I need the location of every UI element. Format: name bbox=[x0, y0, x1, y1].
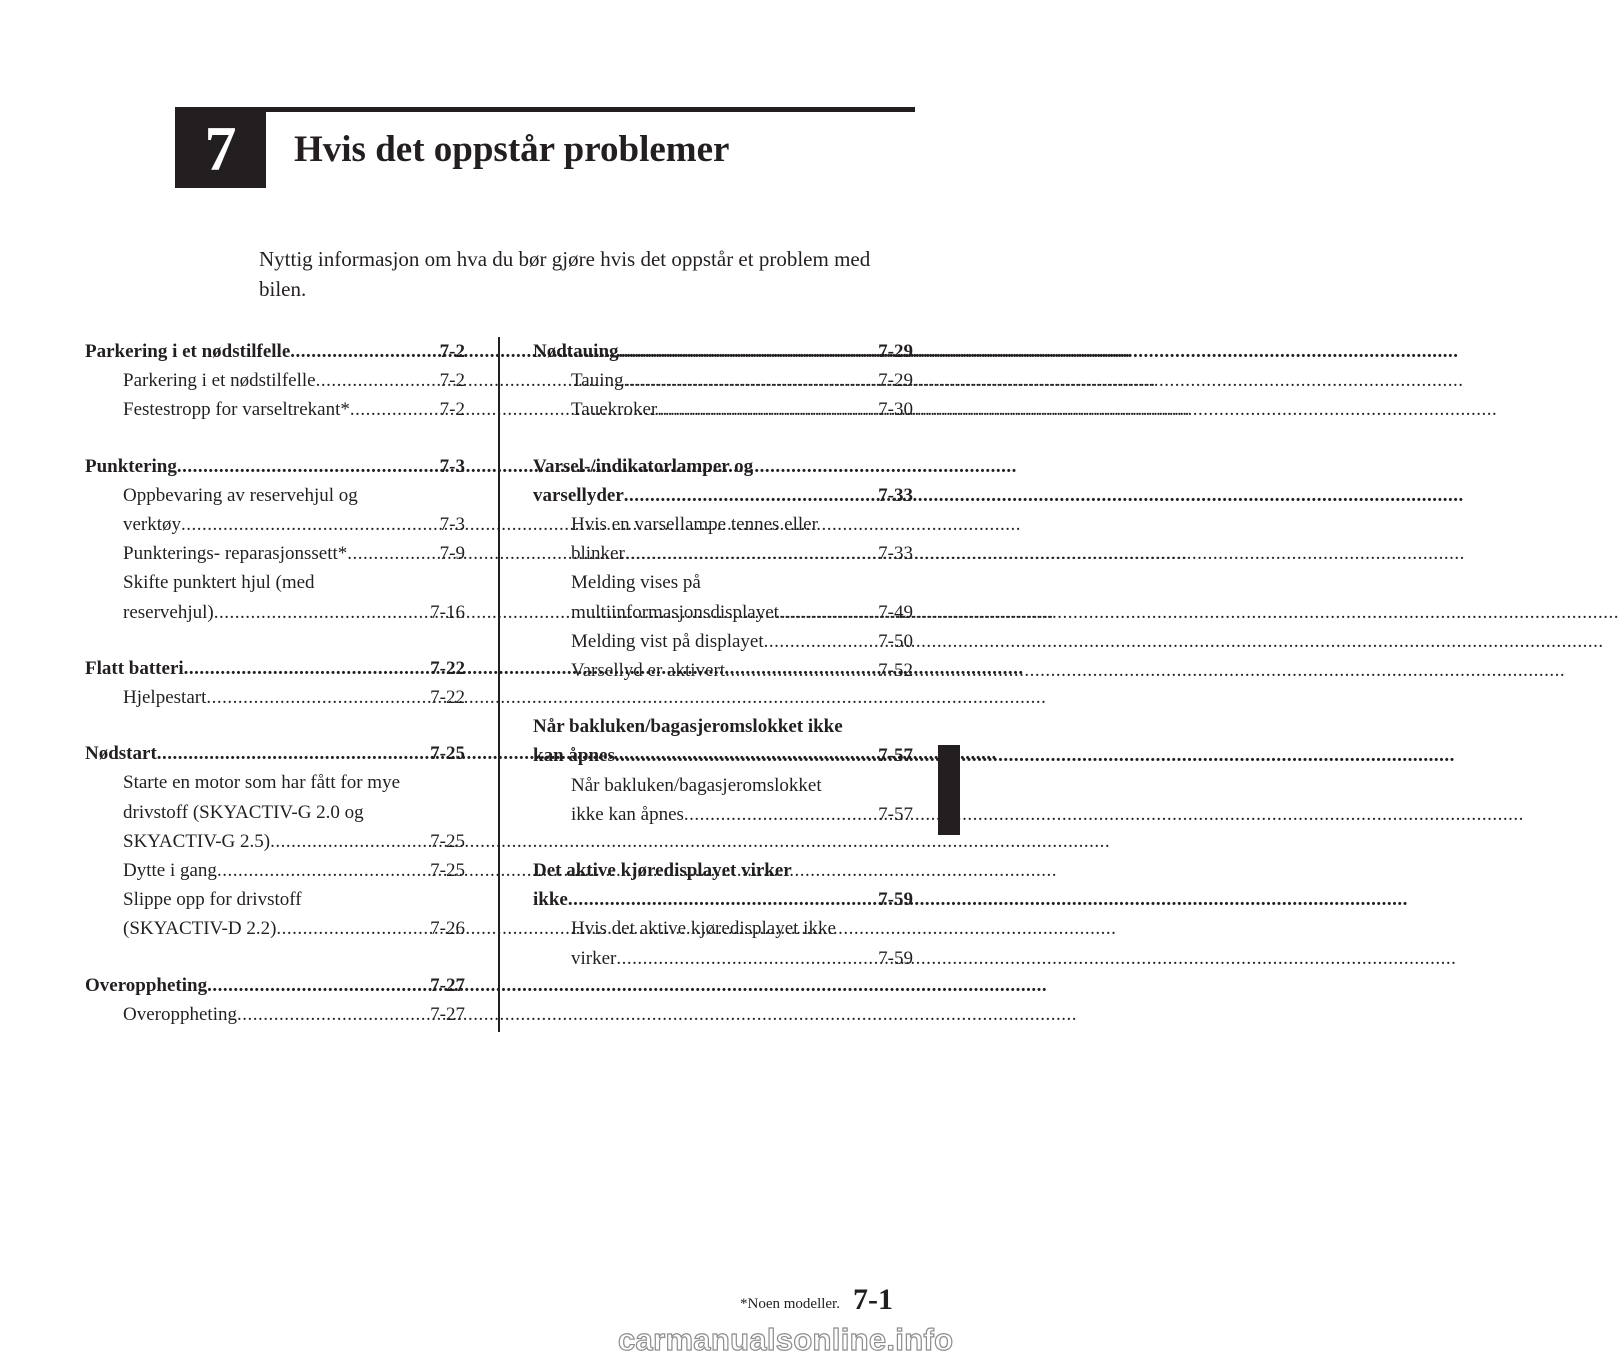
toc-entry-page: 7-22 bbox=[430, 657, 465, 679]
toc-entry[interactable] bbox=[85, 1000, 465, 1029]
page-number: 7-1 bbox=[853, 1283, 893, 1316]
toc-entry-title: kan åpnes bbox=[533, 745, 615, 767]
toc-entry-page: 7-57 bbox=[878, 803, 913, 825]
dot-leader bbox=[207, 971, 428, 1000]
toc-entry-page: 7-57 bbox=[878, 745, 913, 767]
dot-leader bbox=[214, 598, 428, 627]
toc-entry-title: Festestropp for varseltrekant* bbox=[123, 399, 350, 421]
dot-leader bbox=[177, 452, 438, 481]
toc-entry[interactable] bbox=[533, 944, 913, 973]
toc-entry[interactable] bbox=[533, 598, 913, 627]
toc-entry-title: Når bakluken/bagasjeromslokket bbox=[571, 774, 822, 796]
toc-entry-title: Parkering i et nødstilfelle bbox=[123, 370, 316, 392]
toc-entry-title: Dytte i gang bbox=[123, 860, 217, 882]
toc-heading-entry[interactable] bbox=[533, 337, 913, 366]
dot-leader bbox=[779, 598, 876, 627]
dot-leader bbox=[625, 539, 876, 568]
toc-entry-page: 7-29 bbox=[878, 370, 913, 392]
toc-entry-title: multiinformasjonsdisplayet bbox=[571, 601, 779, 623]
toc-entry[interactable] bbox=[85, 510, 465, 539]
toc-heading-entry[interactable] bbox=[85, 971, 465, 1000]
toc-entry[interactable] bbox=[85, 683, 465, 712]
toc-heading-entry[interactable] bbox=[533, 741, 913, 770]
toc-entry[interactable] bbox=[85, 539, 465, 568]
toc-entry-page: 7-16 bbox=[430, 601, 465, 623]
toc-section bbox=[533, 712, 913, 829]
dot-leader bbox=[624, 366, 877, 395]
toc-entry-page: 7-2 bbox=[439, 341, 465, 362]
dot-leader bbox=[616, 944, 876, 973]
dot-leader bbox=[181, 510, 438, 539]
toc-entry bbox=[533, 510, 913, 539]
toc-entry[interactable] bbox=[85, 827, 465, 856]
toc-entry[interactable] bbox=[533, 656, 913, 685]
toc-entry[interactable] bbox=[533, 800, 913, 829]
toc-section bbox=[533, 856, 913, 973]
toc-entry bbox=[85, 568, 465, 597]
toc-entry-title: (SKYACTIV-D 2.2) bbox=[123, 918, 277, 940]
dot-leader bbox=[619, 337, 877, 366]
dot-leader bbox=[237, 1000, 428, 1029]
dot-leader bbox=[568, 885, 876, 914]
toc-entry-title: Parkering i et nødstilfelle bbox=[85, 341, 291, 362]
toc-entry-title: virker bbox=[571, 947, 617, 969]
toc-right-column bbox=[533, 337, 913, 1000]
toc-entry-page: 7-59 bbox=[878, 889, 913, 911]
dot-leader bbox=[217, 856, 428, 885]
toc-heading-entry bbox=[533, 712, 913, 741]
toc-section bbox=[85, 654, 465, 712]
toc-section bbox=[85, 739, 465, 943]
toc-entry-title: Nødstart bbox=[85, 743, 157, 765]
toc-entry-title: Tauekroker bbox=[571, 399, 658, 421]
watermark: carmanualsonline.info bbox=[618, 1322, 954, 1357]
toc-entry[interactable] bbox=[85, 914, 465, 943]
dot-leader bbox=[316, 366, 438, 395]
dot-leader bbox=[347, 539, 437, 568]
toc-heading-entry[interactable] bbox=[533, 885, 913, 914]
toc-entry-title: Melding vises på bbox=[571, 572, 701, 594]
toc-entry[interactable] bbox=[85, 598, 465, 627]
toc-entry-title: Melding vist på displayet bbox=[571, 630, 764, 652]
toc-heading-entry[interactable] bbox=[85, 452, 465, 481]
chapter-header-rule bbox=[175, 107, 915, 112]
toc-entry bbox=[533, 914, 913, 943]
toc-section bbox=[533, 337, 913, 425]
toc-section bbox=[85, 452, 465, 627]
toc-entry-title: Det aktive kjøredisplayet virker bbox=[533, 860, 792, 882]
chapter-number: 7 bbox=[204, 113, 237, 184]
toc-entry-title: Hvis det aktive kjøredisplayet ikke bbox=[571, 918, 836, 940]
toc-entry-title: Varsel-/indikatorlamper og bbox=[533, 455, 754, 477]
toc-entry-title: verktøy bbox=[123, 514, 182, 536]
toc-heading-entry[interactable] bbox=[533, 481, 913, 510]
dot-leader bbox=[684, 800, 876, 829]
toc-entry[interactable] bbox=[85, 366, 465, 395]
toc-entry-title: ikke kan åpnes bbox=[571, 803, 684, 825]
dot-leader bbox=[624, 481, 876, 510]
toc-entry bbox=[85, 481, 465, 510]
dot-leader bbox=[290, 337, 437, 366]
toc-heading-entry[interactable] bbox=[85, 739, 465, 768]
toc-entry-page: 7-3 bbox=[439, 455, 465, 477]
toc-entry[interactable] bbox=[85, 856, 465, 885]
chapter-number-box bbox=[175, 110, 266, 188]
toc-entry-title: Når bakluken/bagasjeromslokket ikke bbox=[533, 716, 843, 738]
toc-entry-page: 7-29 bbox=[878, 341, 913, 362]
toc-entry bbox=[533, 771, 913, 800]
chapter-title: Hvis det oppstår problemer bbox=[294, 129, 730, 170]
toc-entry-page: 7-25 bbox=[430, 860, 465, 882]
toc-entry-page: 7-25 bbox=[430, 830, 465, 852]
toc-entry-page: 7-22 bbox=[430, 687, 465, 709]
toc-left-column bbox=[85, 337, 465, 1056]
toc-entry[interactable] bbox=[533, 395, 913, 424]
toc-entry-page: 7-50 bbox=[878, 630, 913, 652]
toc-entry-title: Nødtauing bbox=[533, 341, 619, 362]
toc-entry[interactable] bbox=[533, 539, 913, 568]
toc-entry-title: Punktering bbox=[85, 455, 177, 477]
toc-entry[interactable] bbox=[85, 395, 465, 424]
dot-leader bbox=[764, 627, 877, 656]
dot-leader bbox=[270, 827, 428, 856]
dot-leader bbox=[157, 739, 428, 768]
toc-heading-entry[interactable] bbox=[85, 337, 465, 366]
dot-leader bbox=[657, 395, 876, 424]
toc-entry-page: 7-30 bbox=[878, 399, 913, 421]
toc-entry-page: 7-3 bbox=[439, 514, 465, 536]
toc-heading-entry bbox=[533, 856, 913, 885]
chapter-thumb-tab bbox=[938, 745, 960, 835]
toc-entry-title: Hvis en varsellampe tennes eller bbox=[571, 514, 818, 536]
toc-entry bbox=[85, 798, 465, 827]
dot-leader bbox=[350, 395, 438, 424]
toc-entry-page: 7-27 bbox=[430, 974, 465, 996]
toc-entry-page: 7-52 bbox=[878, 660, 913, 682]
toc-entry-title: Slippe opp for drivstoff bbox=[123, 889, 302, 911]
toc-entry-title: SKYACTIV-G 2.5) bbox=[123, 830, 271, 852]
toc-entry-page: 7-2 bbox=[439, 399, 465, 421]
toc-entry bbox=[85, 885, 465, 914]
toc-heading-entry[interactable] bbox=[85, 654, 465, 683]
toc-entry-title: Hjelpestart bbox=[123, 687, 207, 709]
toc-entry-title: Starte en motor som har fått for mye bbox=[123, 772, 401, 794]
toc-entry-title: Punkterings- reparasjonssett* bbox=[123, 543, 348, 565]
toc-entry-title: reservehjul) bbox=[123, 601, 214, 623]
toc-entry-page: 7-27 bbox=[430, 1003, 465, 1025]
toc-entry-title: Varsellyd er aktivert bbox=[571, 660, 726, 682]
dot-leader bbox=[725, 656, 876, 685]
dot-leader bbox=[184, 654, 429, 683]
toc-entry-page: 7-33 bbox=[878, 543, 913, 565]
toc-entry-page: 7-59 bbox=[878, 947, 913, 969]
toc-entry[interactable] bbox=[533, 366, 913, 395]
toc-entry[interactable] bbox=[533, 627, 913, 656]
toc-entry-page: 7-26 bbox=[430, 918, 465, 940]
dot-leader bbox=[615, 741, 876, 770]
chapter-intro: Nyttig informasjon om hva du bør gjøre hvis det oppstår et problem med bilen. bbox=[259, 247, 871, 301]
toc-entry-page: 7-25 bbox=[430, 743, 465, 765]
toc-entry-title: Flatt batteri bbox=[85, 657, 184, 679]
toc-entry-title: Tauing bbox=[571, 370, 624, 392]
toc-entry-title: varsellyder bbox=[533, 484, 624, 506]
toc-entry-title: Oppbevaring av reservehjul og bbox=[123, 484, 358, 506]
toc-entry-title: ikke bbox=[533, 889, 568, 911]
toc-section bbox=[533, 452, 913, 686]
toc-entry-page: 7-49 bbox=[878, 601, 913, 623]
toc-heading-entry bbox=[533, 452, 913, 481]
toc-entry bbox=[85, 768, 465, 797]
toc-entry-page: 7-2 bbox=[439, 370, 465, 392]
dot-leader bbox=[206, 683, 428, 712]
toc-entry bbox=[533, 568, 913, 597]
toc-entry-title: Skifte punktert hjul (med bbox=[123, 572, 315, 594]
dot-leader bbox=[276, 914, 428, 943]
column-divider bbox=[498, 337, 500, 1032]
toc-entry-title: Overoppheting bbox=[123, 1003, 237, 1025]
toc-section bbox=[85, 337, 465, 425]
toc-entry-title: Overoppheting bbox=[85, 974, 208, 996]
toc-section bbox=[85, 971, 465, 1029]
toc-entry-page: 7-33 bbox=[878, 484, 913, 506]
toc-entry-page: 7-9 bbox=[439, 543, 465, 565]
toc-entry-title: drivstoff (SKYACTIV-G 2.0 og bbox=[123, 801, 364, 823]
toc-entry-title: blinker bbox=[571, 543, 625, 565]
footnote: *Noen modeller. bbox=[740, 1296, 840, 1312]
